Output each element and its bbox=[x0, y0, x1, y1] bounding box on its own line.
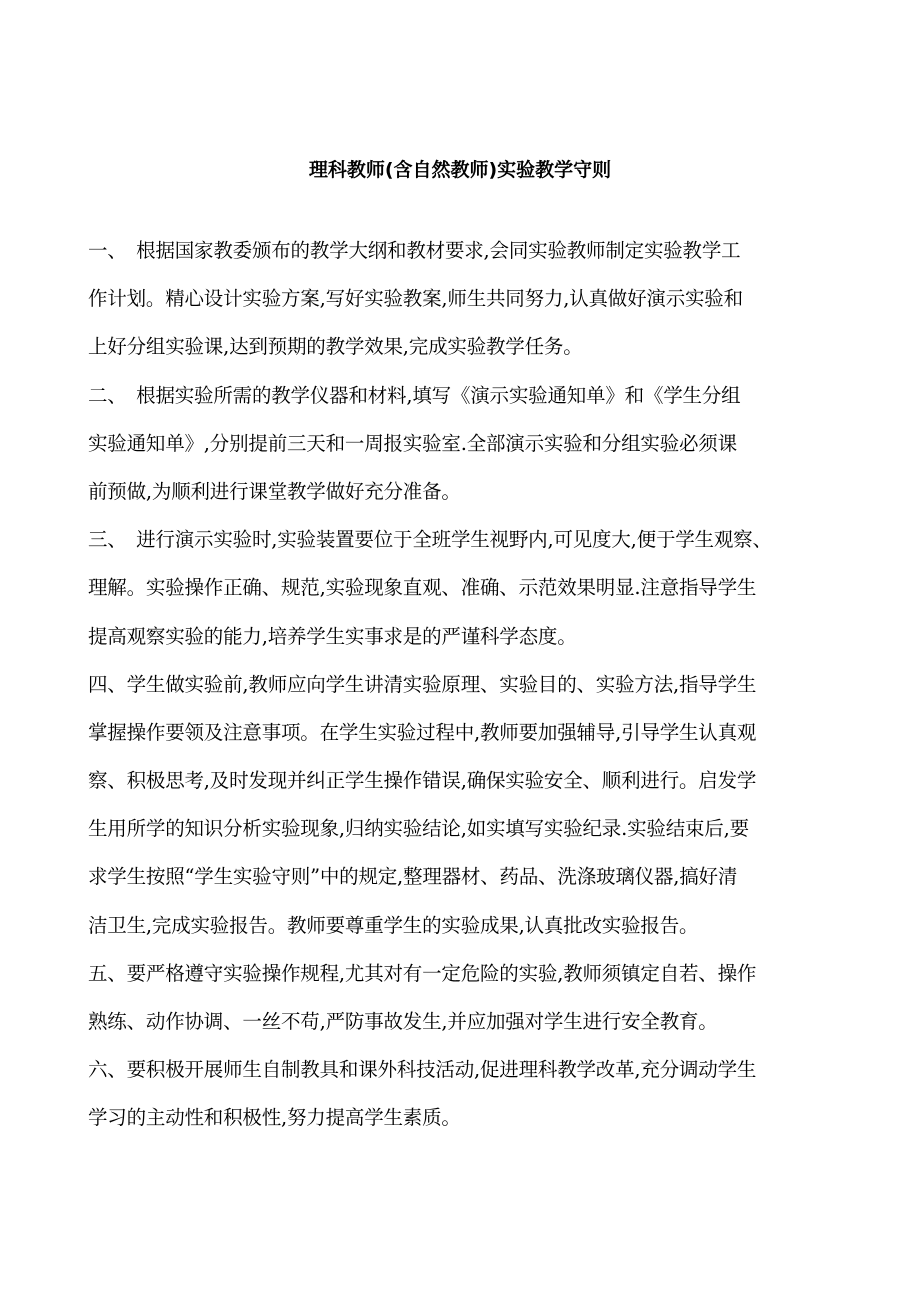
paragraph-line: 实验通知单》,分别提前三天和一周报实验室.全部演示实验和分组实验必须课 bbox=[88, 431, 737, 455]
paragraph-5 bbox=[88, 958, 848, 1054]
paragraph-line: 察、积极思考,及时发现并纠正学生操作错误,确保实验安全、顺利进行。启发学 bbox=[88, 769, 757, 793]
paragraph-line: 五、要严格遵守实验操作规程,尤其对有一定危险的实验,教师须镇定自若、操作 bbox=[88, 961, 757, 985]
paragraph-line: 一、 根据国家教委颁布的教学大纲和教材要求,会同实验教师制定实验教学工 bbox=[88, 239, 741, 262]
paragraph-line: 二、 根据实验所需的教学仪器和材料,填写《演示实验通知单》和《学生分组 bbox=[88, 383, 741, 407]
paragraph-line: 四、学生做实验前,教师应向学生讲清实验原理、实验目的、实验方法,指导学生 bbox=[88, 672, 757, 696]
paragraph-4 bbox=[88, 669, 848, 958]
paragraph-line: 求学生按照“学生实验守则”中的规定,整理器材、药品、洗涤玻璃仪器,搞好清 bbox=[88, 865, 738, 889]
document-title: 理科教师(含自然教师)实验教学守则 bbox=[308, 159, 612, 181]
paragraph-2 bbox=[88, 380, 848, 525]
paragraph-3 bbox=[88, 524, 848, 669]
paragraph-line: 上好分组实验课,达到预期的教学效果,完成实验教学任务。 bbox=[88, 335, 583, 359]
paragraph-line: 生用所学的知识分析实验现象,归纳实验结论,如实填写实验纪录.实验结束后,要 bbox=[88, 817, 749, 841]
paragraph-6 bbox=[88, 1054, 848, 1150]
paragraph-line: 熟练、动作协调、一丝不苟,严防事故发生,并应加强对学生进行安全教育。 bbox=[88, 1010, 718, 1033]
paragraph-line: 六、要积极开展师生自制教具和课外科技活动,促进理科教学改革,充分调动学生 bbox=[88, 1058, 757, 1082]
paragraph-line: 学习的主动性和积极性,努力提高学生素质。 bbox=[88, 1106, 461, 1130]
paragraph-line: 作计划。精心设计实验方案,写好实验教案,师生共同努力,认真做好演示实验和 bbox=[88, 287, 743, 311]
paragraph-line: 洁卫生,完成实验报告。教师要尊重学生的实验成果,认真批改实验报告。 bbox=[88, 913, 699, 937]
paragraph-1 bbox=[88, 235, 848, 380]
paragraph-line: 三、 进行演示实验时,实验装置要位于全班学生视野内,可见度大,便于学生观察、 bbox=[88, 528, 772, 552]
paragraph-line: 理解。实验操作正确、规范,实验现象直观、准确、示范效果明显.注意指导学生 bbox=[88, 576, 757, 600]
paragraph-line: 前预做,为顺利进行课堂教学做好充分准备。 bbox=[88, 479, 461, 503]
document-body bbox=[88, 235, 848, 1151]
paragraph-line: 提高观察实验的能力,培养学生实事求是的严谨科学态度。 bbox=[88, 624, 577, 648]
paragraph-line: 掌握操作要领及注意事项。在学生实验过程中,教师要加强辅导,引导学生认真观 bbox=[88, 720, 757, 744]
